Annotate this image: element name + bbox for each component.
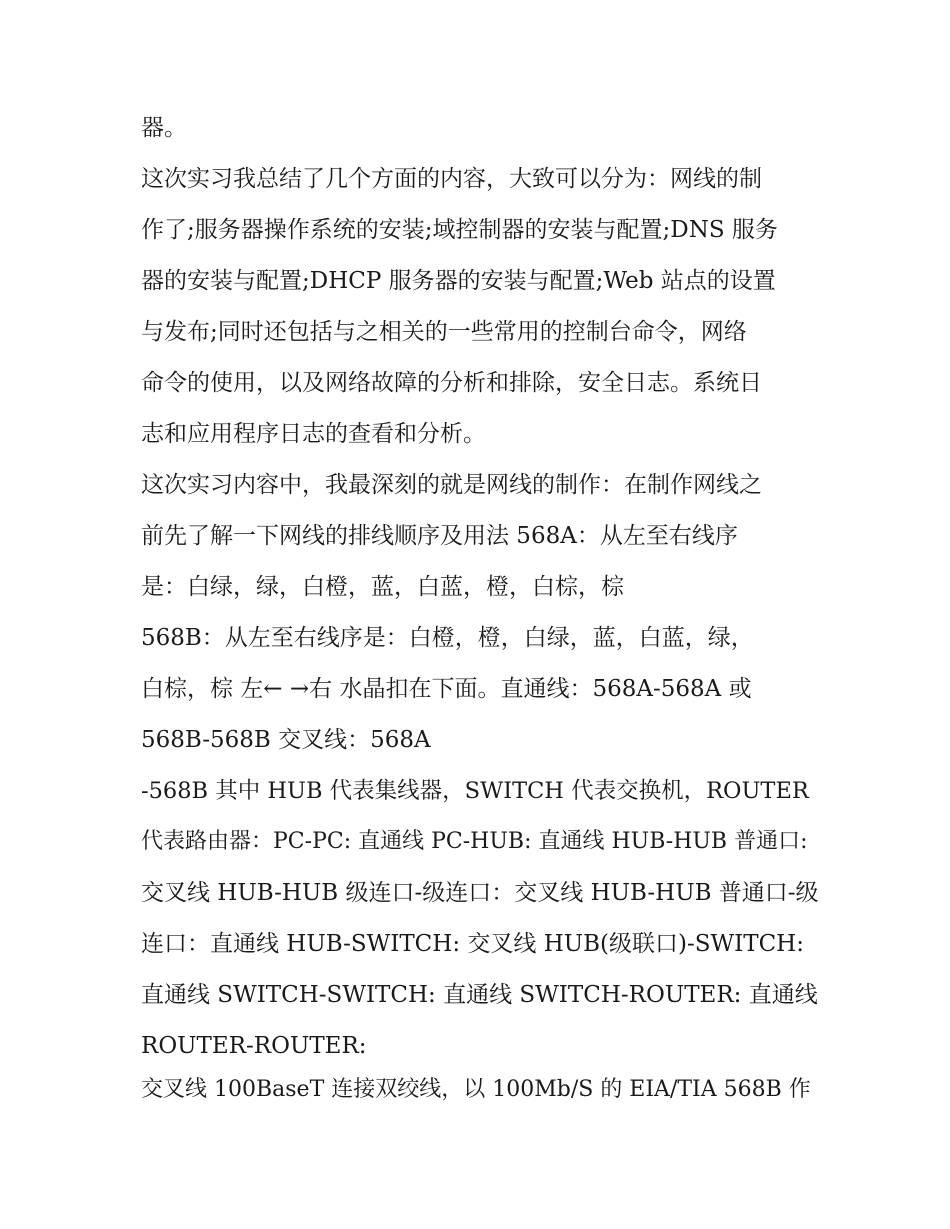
text-line: 命令的使用，以及网络故障的分析和排除，安全日志。系统日 — [141, 370, 762, 396]
text-line: 连口：直通线 HUB-SWITCH: 交叉线 HUB(级联口)-SWITCH: — [141, 931, 804, 957]
text-line: 568B-568B 交叉线：568A — [141, 727, 431, 753]
text-line: 前先了解一下网线的排线顺序及用法 568A：从左至右线序 — [141, 523, 738, 549]
text-line: 这次实习我总结了几个方面的内容，大致可以分为：网线的制 — [141, 166, 762, 192]
body-text — [141, 108, 821, 1121]
text-line: 交叉线 HUB-HUB 级连口-级连口：交叉线 HUB-HUB 普通口-级 — [141, 880, 819, 906]
text-line: 作了;服务器操作系统的安装;域控制器的安装与配置;DNS 服务 — [141, 217, 778, 243]
text-line: 直通线 SWITCH-SWITCH: 直通线 SWITCH-ROUTER: 直通线 — [141, 982, 818, 1008]
text-line: ROUTER-ROUTER: — [141, 1033, 367, 1059]
text-line: 代表路由器：PC-PC: 直通线 PC-HUB: 直通线 HUB-HUB 普通口: — [141, 829, 808, 854]
text-line: -568B 其中 HUB 代表集线器，SWITCH 代表交换机，ROUTER — [141, 778, 809, 804]
text-line: 器。 — [141, 115, 187, 141]
text-line: 与发布;同时还包括与之相关的一些常用的控制台命令，网络 — [141, 319, 747, 345]
text-line: 白棕，棕 左← →右 水晶扣在下面。直通线：568A-568A 或 — [141, 676, 752, 702]
text-line: 交叉线 100BaseT 连接双绞线，以 100Mb/S 的 EIA/TIA 568B 作 — [141, 1077, 811, 1102]
text-line: 志和应用程序日志的查看和分析。 — [141, 421, 486, 447]
text-line: 器的安装与配置;DHCP 服务器的安装与配置;Web 站点的设置 — [141, 268, 776, 294]
text-line: 是：白绿，绿，白橙，蓝，白蓝，橙，白棕，棕 — [141, 574, 624, 600]
text-line: 这次实习内容中，我最深刻的就是网线的制作：在制作网线之 — [141, 472, 762, 498]
text-line: 568B：从左至右线序是：白橙，橙，白绿，蓝，白蓝，绿， — [141, 625, 754, 651]
